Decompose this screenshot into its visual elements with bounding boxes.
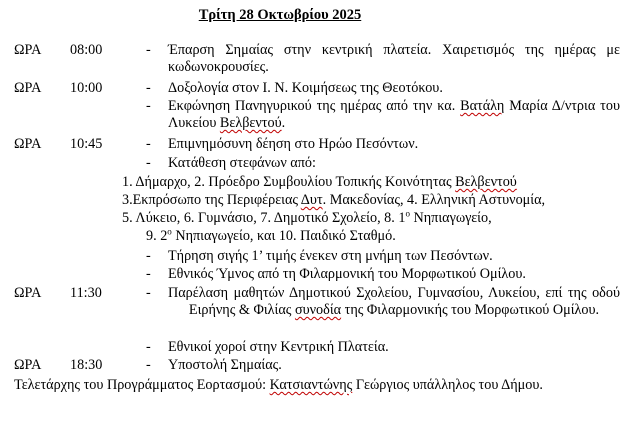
- item-memorial: Επιμνημόσυνη δέηση στο Ηρώο Πεσόντων.: [168, 136, 419, 152]
- document-title: Τρίτη 28 Οκτωβρίου 2025: [198, 7, 362, 23]
- item-dash: -: [146, 136, 151, 152]
- hour-label: ΩΡΑ: [14, 136, 42, 152]
- item-dash: -: [146, 266, 151, 282]
- item-dash: -: [146, 98, 151, 114]
- wreath-line-2: 3.Εκπρόσωπο της Περιφέρειας Δυτ. Μακεδονίας, 4. Ελληνική Αστυνομία,: [122, 192, 546, 208]
- item-speech: Εκφώνηση Πανηγυρικού της ημέρας από την κα. Βατάλη Μαρία Δ/ντρια του Λυκείου Βελβεντού.: [168, 98, 620, 131]
- item-dash: -: [146, 80, 151, 96]
- wreath-line-4: 9. $2^o$ Νηπιαγωγείο, και 10. Παιδικό Σταθμό.: [146, 226, 396, 244]
- item-dash: -: [146, 339, 151, 355]
- wreath-line-3: 5. Λύκειο, 6. Γυμνάσιο, 7. Δημοτικό Σχολείο, 8. $1^o$ Νηπιαγωγείο,: [122, 208, 492, 226]
- hour-label: ΩΡΑ: [14, 42, 42, 58]
- item-dash: -: [146, 248, 151, 264]
- item-parade: Παρέλαση μαθητών Δημοτικού Σχολείου, Γυμνασίου, Λυκείου, επί της οδού Ειρήνης & Φιλίας συνοδία της Φιλαρμονικής του Μορφωτικού Ομίλου.: [168, 285, 620, 318]
- hour-label: ΩΡΑ: [14, 80, 42, 96]
- item-doxology: Δοξολογία στον Ι. Ν. Κοιμήσεως της Θεοτόκου.: [168, 80, 443, 96]
- item-wreaths: Κατάθεση στεφάνων από:: [168, 155, 316, 171]
- hour-label: ΩΡΑ: [14, 285, 42, 301]
- item-dances: Εθνικοί χοροί στην Κεντρική Πλατεία.: [168, 339, 389, 355]
- item-dash: -: [146, 155, 151, 171]
- item-dash: -: [146, 42, 151, 58]
- time-1000: 10:00: [70, 80, 103, 96]
- master-of-ceremonies: Τελετάρχης του Προγράμματος Εορτασμού: Κατσιαντώνης Γεώργιος υπάλληλος του Δήμου.: [14, 377, 543, 393]
- item-dash: -: [146, 357, 151, 373]
- wreath-line-1: 1. Δήμαρχο, 2. Πρόεδρο Συμβουλίου Τοπικής Κοινότητας Βελβεντού: [122, 174, 517, 190]
- time-0800: 08:00: [70, 42, 103, 58]
- time-1830: 18:30: [70, 357, 103, 373]
- item-silence: Τήρηση σιγής 1’ τιμής ένεκεν στη μνήμη των Πεσόντων.: [168, 248, 493, 264]
- item-dash: -: [146, 285, 151, 301]
- time-1045: 10:45: [70, 136, 103, 152]
- item-flag-raising: Έπαρση Σημαίας στην κεντρική πλατεία. Χαιρετισμός της ημέρας με κωδωνοκρουσίες.: [168, 42, 620, 75]
- item-flag-lowering: Υποστολή Σημαίας.: [168, 357, 282, 373]
- hour-label: ΩΡΑ: [14, 357, 42, 373]
- time-1130: 11:30: [70, 285, 102, 301]
- item-anthem: Εθνικός Ύμνος από τη Φιλαρμονική του Μορφωτικού Ομίλου.: [168, 266, 526, 282]
